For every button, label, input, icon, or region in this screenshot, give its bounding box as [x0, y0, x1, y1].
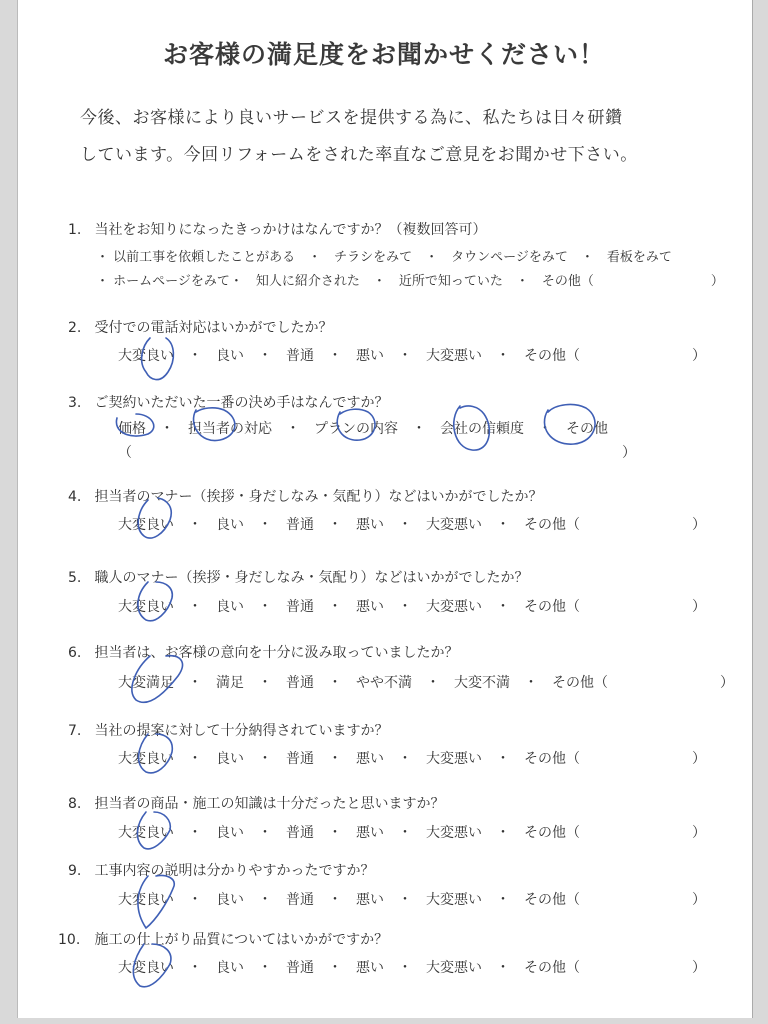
question-4 [68, 486, 542, 506]
q1-options-line-1: ・ 以前工事を依頼したことがある ・ チラシをみて ・ タウンページをみて ・ 看板をみて [96, 250, 672, 265]
question-7 [68, 720, 388, 740]
question-text: ご契約いただいた一番の決め手はなんですか？ [94, 395, 389, 411]
q7-options: 大変良い ・ 良い ・ 普通 ・ 悪い ・ 大変悪い ・ その他（ ） [118, 751, 706, 767]
q6-options: 大変満足 ・ 満足 ・ 普通 ・ やや不満 ・ 大変不満 ・ その他（ ） [118, 675, 734, 691]
question-10 [58, 929, 388, 949]
q8-options: 大変良い ・ 良い ・ 普通 ・ 悪い ・ 大変悪い ・ その他（ ） [118, 825, 706, 841]
question-2 [68, 317, 332, 337]
q10-options: 大変良い ・ 良い ・ 普通 ・ 悪い ・ 大変悪い ・ その他（ ） [118, 960, 706, 976]
question-text: 職人のマナー（挨拶・身だしなみ・気配り）などはいかがでしたか？ [94, 570, 529, 586]
question-number: 8. [68, 796, 82, 812]
q3-options-other: （ ） [118, 445, 636, 461]
question-number: 2. [68, 320, 82, 336]
q1-options-line-2: ・ ホームページをみて・ 知人に紹介された ・ 近所で知っていた ・ その他（ ） [96, 274, 724, 289]
question-text: 受付での電話対応はいかがでしたか？ [94, 320, 333, 336]
intro-line-2: しています。今回リフォームをされた率直なご意見をお聞かせ下さい。 [80, 145, 638, 165]
question-8 [68, 793, 444, 813]
question-number: 7. [68, 723, 82, 739]
q5-options: 大変良い ・ 良い ・ 普通 ・ 悪い ・ 大変悪い ・ その他（ ） [118, 599, 706, 615]
question-6 [68, 642, 458, 662]
survey-title: お客様の満足度をお聞かせください！ [162, 40, 605, 69]
question-9 [68, 860, 374, 880]
q9-options: 大変良い ・ 良い ・ 普通 ・ 悪い ・ 大変悪い ・ その他（ ） [118, 892, 706, 908]
question-text: 担当者の商品・施工の知識は十分だったと思いますか？ [94, 796, 445, 812]
question-1 [68, 219, 486, 239]
q3-options: 価格 ・ 担当者の対応 ・ プランの内容 ・ 会社の信頼度 ・ その他 [118, 421, 608, 437]
question-number: 10. [58, 932, 81, 948]
question-text: 担当者は、お客様の意向を十分に汲み取っていましたか？ [94, 645, 459, 661]
question-number: 1. [68, 222, 82, 238]
intro-line-1: 今後、お客様により良いサービスを提供する為に、私たちは日々研鑽 [80, 108, 623, 128]
question-text: 当社の提案に対して十分納得されていますか？ [94, 723, 389, 739]
question-number: 9. [68, 863, 82, 879]
question-number: 5. [68, 570, 82, 586]
q2-options: 大変良い ・ 良い ・ 普通 ・ 悪い ・ 大変悪い ・ その他（ ） [118, 348, 706, 364]
question-text: 工事内容の説明は分かりやすかったですか？ [94, 863, 375, 879]
question-number: 3. [68, 395, 82, 411]
question-text: 当社をお知りになったきっかけはなんですか？（複数回答可） [94, 222, 487, 238]
question-3 [68, 392, 388, 412]
question-number: 6. [68, 645, 82, 661]
question-5 [68, 567, 528, 587]
q4-options: 大変良い ・ 良い ・ 普通 ・ 悪い ・ 大変悪い ・ その他（ ） [118, 517, 706, 533]
question-text: 担当者のマナー（挨拶・身だしなみ・気配り）などはいかがでしたか？ [94, 489, 543, 505]
question-text: 施工の仕上がり品質についてはいかがですか？ [94, 932, 389, 948]
question-number: 4. [68, 489, 82, 505]
